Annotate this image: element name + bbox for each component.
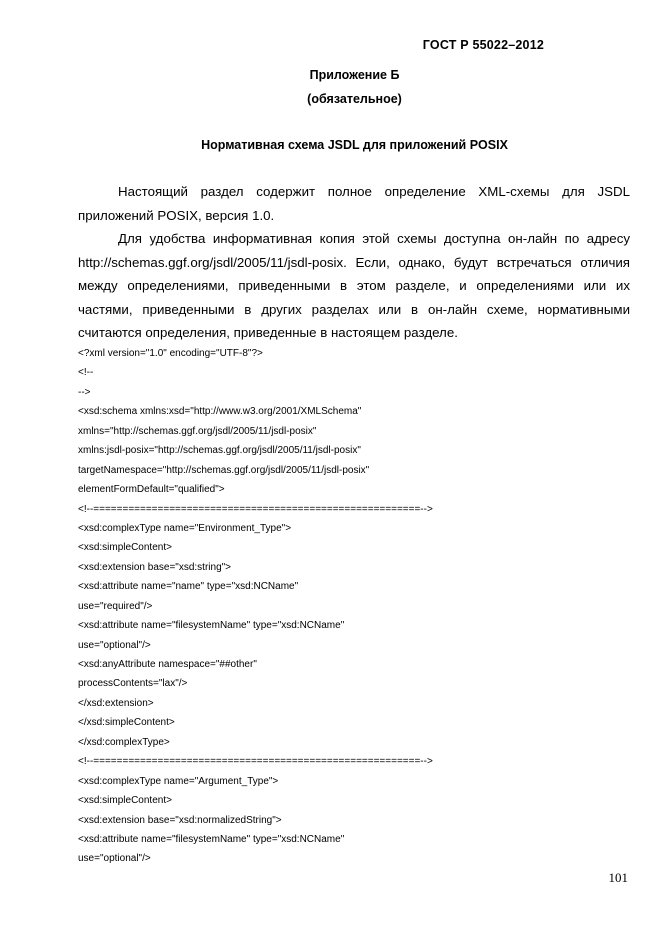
code-line: <xsd:anyAttribute namespace="##other" <box>78 659 257 670</box>
appendix-status: (обязательное) <box>307 92 402 106</box>
code-line: <!--========================================================--> <box>78 503 433 515</box>
code-line: use="optional"/> <box>78 639 151 651</box>
code-line: --> <box>78 386 91 398</box>
code-line: processContents="lax"/> <box>78 678 188 690</box>
code-line: </xsd:extension> <box>78 697 154 709</box>
xsd-code-listing <box>78 344 433 869</box>
code-line: elementFormDefault="qualified"> <box>78 484 225 496</box>
appendix-heading: Нормативная схема JSDL для приложений POSIX <box>201 138 508 152</box>
code-line: targetNamespace="http://schemas.ggf.org/jsdl/2005/11/jsdl-posix" <box>78 464 370 476</box>
document-id: ГОСТ Р 55022–2012 <box>422 38 544 52</box>
online-copy-paragraph <box>78 227 630 345</box>
code-line: <xsd:complexType name="Argument_Type"> <box>78 775 279 787</box>
code-line: <xsd:extension base="xsd:normalizedString"> <box>78 814 282 826</box>
paragraph-line: Для удобства информативная копия этой схемы доступна он-лайн по адресу <box>118 231 630 246</box>
code-line: use="required"/> <box>78 600 153 612</box>
page-number: 101 <box>608 870 628 885</box>
code-line: xmlns:jsdl-posix="http://schemas.ggf.org/jsdl/2005/11/jsdl-posix" <box>78 445 361 457</box>
code-line: <?xml version="1.0" encoding="UTF-8"?> <box>78 348 263 359</box>
code-line: xmlns="http://schemas.ggf.org/jsdl/2005/11/jsdl-posix" <box>78 425 317 437</box>
paragraph-line: Настоящий раздел содержит полное определение XML-схемы для JSDL <box>118 184 630 199</box>
paragraph-line: частями, приведенными в других разделах или в он-лайн схеме, нормативными <box>78 301 630 317</box>
paragraph-line: http://schemas.ggf.org/jsdl/2005/11/jsdl-posix. Если, однако, будут встречаться отличия <box>78 254 630 270</box>
code-line: <xsd:schema xmlns:xsd="http://www.w3.org/2001/XMLSchema" <box>78 406 362 418</box>
paragraph-line: приложений POSIX, версия 1.0. <box>78 207 275 223</box>
code-line: <xsd:simpleContent> <box>78 795 172 807</box>
paragraph-line: считаются определения, приведенные в настоящем разделе. <box>78 325 458 340</box>
code-line: </xsd:simpleContent> <box>78 717 175 729</box>
code-line: <!-- <box>78 367 94 379</box>
code-line: use="optional"/> <box>78 853 151 865</box>
code-line: <xsd:attribute name="filesystemName" type="xsd:NCName" <box>78 620 345 632</box>
code-line: <xsd:simpleContent> <box>78 542 172 554</box>
code-line: <!--========================================================--> <box>78 756 433 768</box>
paragraph-line: между определениями, приведенными в этом разделе, и определениями или их <box>78 278 630 293</box>
code-line: </xsd:complexType> <box>78 736 170 748</box>
code-line: <xsd:attribute name="name" type="xsd:NCName" <box>78 581 299 593</box>
code-line: <xsd:complexType name="Environment_Type"> <box>78 522 292 534</box>
appendix-title: Приложение Б <box>309 68 400 82</box>
intro-paragraph <box>78 180 630 227</box>
code-line: <xsd:attribute name="filesystemName" type="xsd:NCName" <box>78 833 345 845</box>
code-line: <xsd:extension base="xsd:string"> <box>78 561 232 573</box>
